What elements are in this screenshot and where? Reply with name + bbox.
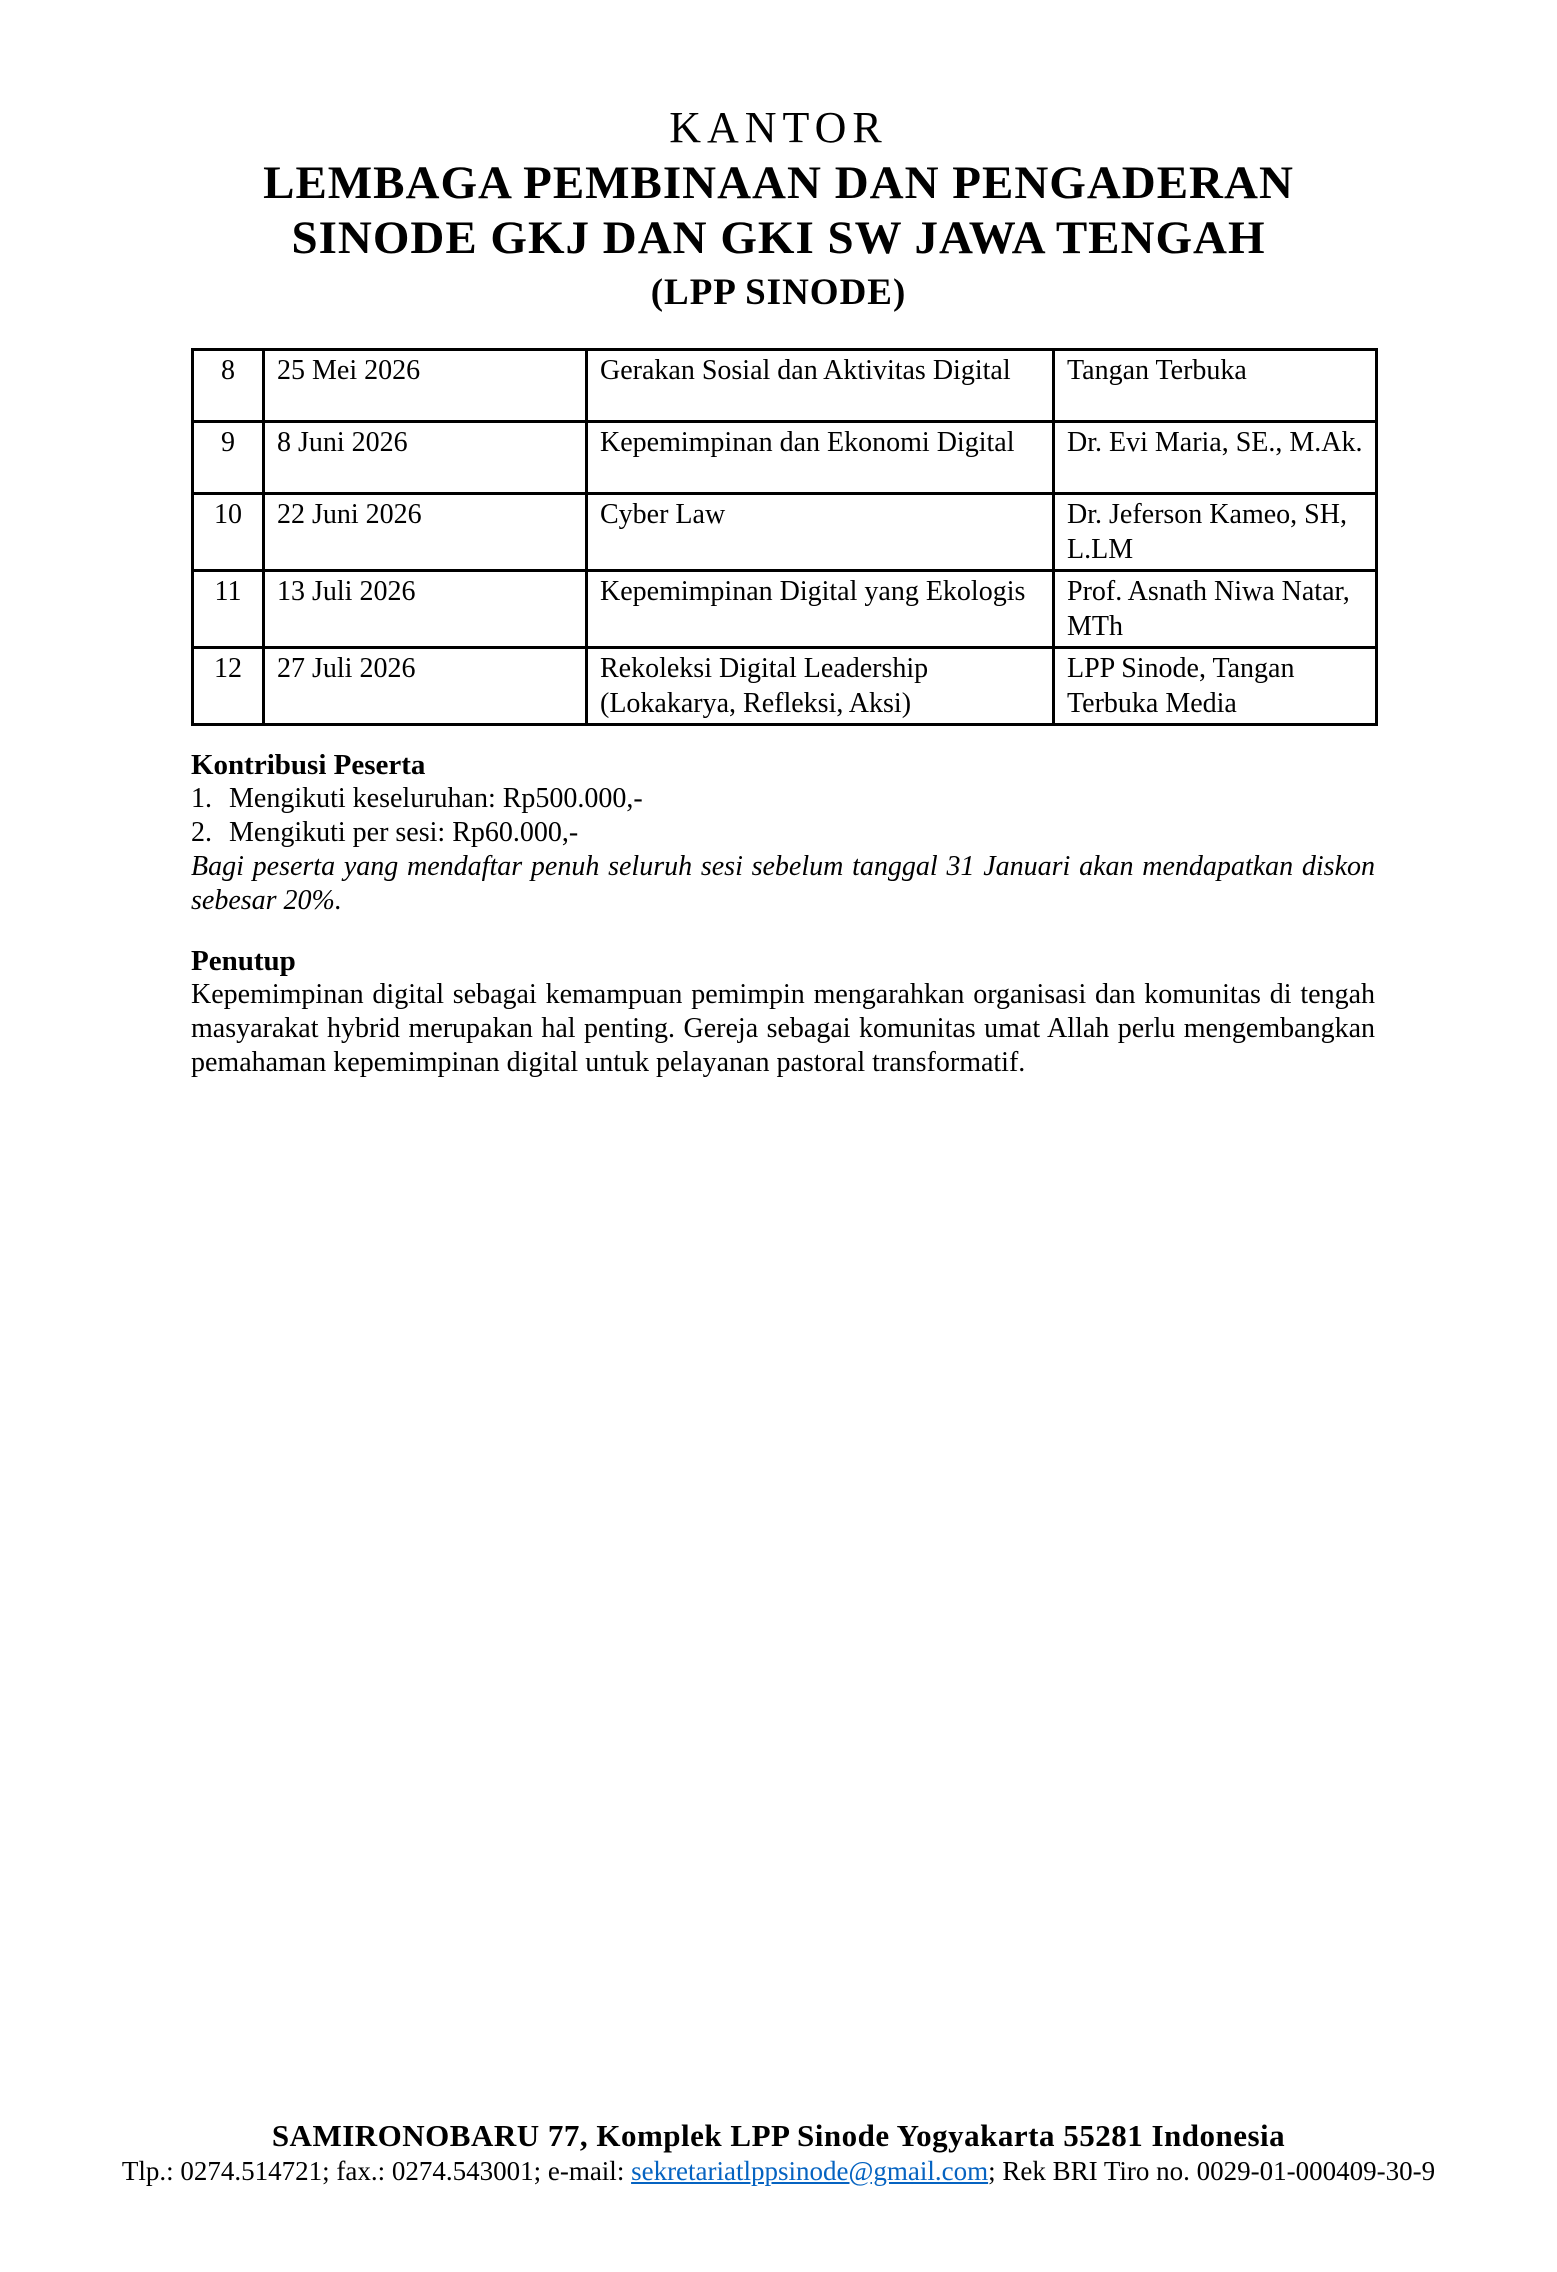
discount-note: Bagi peserta yang mendaftar penuh seluruh sesi sebelum tanggal 31 Januari akan mendapatkan diskon sebesar 20%. — [191, 851, 1375, 916]
footer-contact-line — [0, 2154, 1557, 2188]
penutup-paragraph: Kepemimpinan digital sebagai kemampuan pemimpin mengarahkan organisasi dan komunitas di tengah masyarakat hybrid merupakan hal penting. Gereja sebagai komunitas umat Allah perlu mengembangkan pemahaman kepemimpinan digital untuk pelayanan pastoral transformatif. — [191, 979, 1375, 1078]
footer-address: SAMIRONOBARU 77, Komplek LPP Sinode Yogyakarta 55281 Indonesia — [271, 2118, 1286, 2153]
footer-contact-suffix: ; Rek BRI Tiro no. 0029-01-000409-30-9 — [988, 2156, 1436, 2186]
section-kontribusi-peserta — [191, 748, 1375, 918]
penutup-heading: Penutup — [191, 945, 296, 977]
kontribusi-heading: Kontribusi Peserta — [191, 749, 426, 781]
list-item — [191, 782, 1375, 816]
footer — [0, 2118, 1557, 2188]
letterhead-org-line2: SINODE GKJ DAN GKI SW JAWA TENGAH — [291, 212, 1266, 264]
letterhead — [0, 100, 1557, 320]
list-item-text: Mengikuti per sesi: Rp60.000,- — [229, 817, 579, 848]
cell-date: 27 Juli 2026 — [264, 648, 587, 725]
table-row — [193, 494, 1377, 571]
table-row — [193, 350, 1377, 422]
cell-topic: Cyber Law — [587, 494, 1054, 571]
cell-date: 13 Juli 2026 — [264, 571, 587, 648]
cell-speaker: Dr. Evi Maria, SE., M.Ak. — [1054, 422, 1377, 494]
cell-topic: Rekoleksi Digital Leadership (Lokakarya, Refleksi, Aksi) — [587, 648, 1054, 725]
cell-topic: Gerakan Sosial dan Aktivitas Digital — [587, 350, 1054, 422]
email-link[interactable]: sekretariatlppsinode@gmail.com — [631, 2156, 989, 2186]
cell-no: 11 — [193, 571, 264, 648]
cell-no: 12 — [193, 648, 264, 725]
list-item — [191, 816, 1375, 850]
footer-contact-prefix: Tlp.: 0274.514721; fax.: 0274.543001; e-mail: — [121, 2156, 632, 2186]
letterhead-org-line1: LEMBAGA PEMBINAAN DAN PENGADERAN — [263, 157, 1294, 209]
letterhead-office: KANTOR — [669, 103, 888, 152]
cell-speaker: LPP Sinode, Tangan Terbuka Media — [1054, 648, 1377, 725]
cell-date: 22 Juni 2026 — [264, 494, 587, 571]
cell-speaker: Tangan Terbuka — [1054, 350, 1377, 422]
schedule-table — [191, 348, 1378, 726]
cell-no: 10 — [193, 494, 264, 571]
list-item-number: 2. — [191, 817, 212, 848]
cell-speaker: Prof. Asnath Niwa Natar, MTh — [1054, 571, 1377, 648]
cell-date: 25 Mei 2026 — [264, 350, 587, 422]
cell-no: 9 — [193, 422, 264, 494]
cell-speaker: Dr. Jeferson Kameo, SH, L.LM — [1054, 494, 1377, 571]
cell-date: 8 Juni 2026 — [264, 422, 587, 494]
cell-topic: Kepemimpinan dan Ekonomi Digital — [587, 422, 1054, 494]
table-row — [193, 648, 1377, 725]
section-penutup — [191, 944, 1375, 1080]
table-row — [193, 571, 1377, 648]
list-item-number: 1. — [191, 783, 212, 814]
list-item-text: Mengikuti keseluruhan: Rp500.000,- — [229, 783, 643, 814]
cell-no: 8 — [193, 350, 264, 422]
letterhead-abbreviation: (LPP SINODE) — [650, 272, 907, 313]
table-row — [193, 422, 1377, 494]
cell-topic: Kepemimpinan Digital yang Ekologis — [587, 571, 1054, 648]
